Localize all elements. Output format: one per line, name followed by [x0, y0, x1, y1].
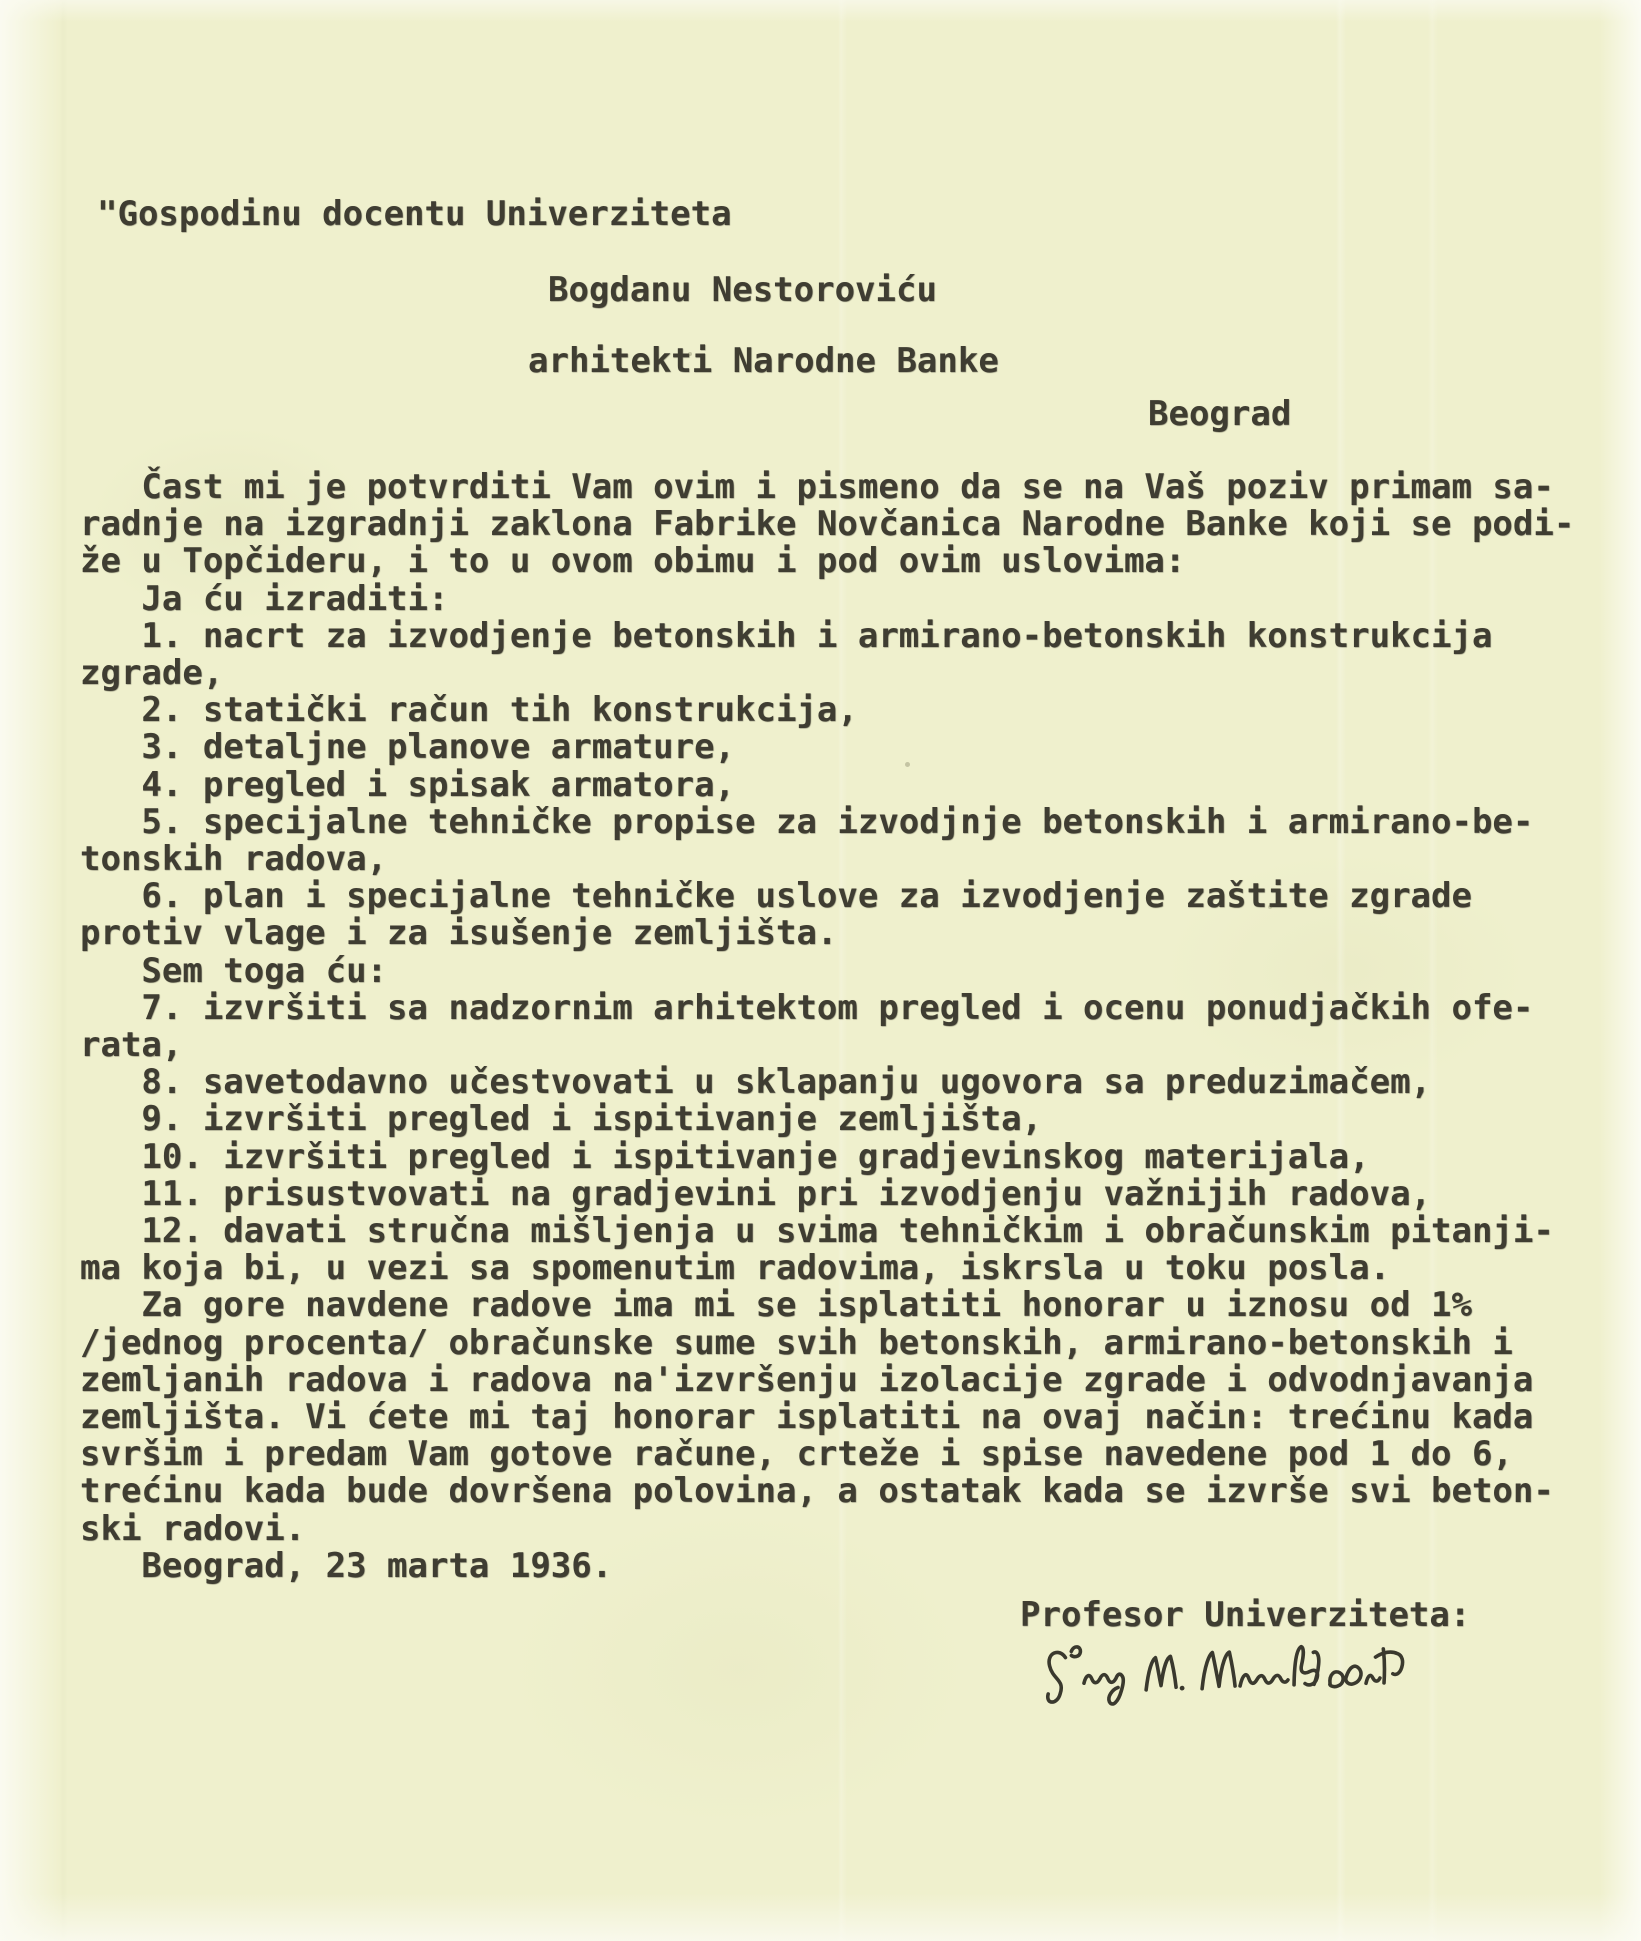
letter-line: Čast mi je potvrditi Vam ovim i pismeno da se na Vaš poziv primam sa- [80, 467, 1554, 507]
letter-line: rata, [80, 1025, 183, 1066]
letter-line: radnje na izgradnji zaklona Fabrike Novčanica Narodne Banke koji se podi- [80, 504, 1575, 545]
letter-line: 7. izvršiti sa nadzornim arhitektom pregled i ocenu ponudjačkih ofe- [80, 987, 1534, 1028]
letter-line: 6. plan i specijalne tehničke uslove za izvodjenje zaštite zgrade [80, 876, 1472, 917]
closing-title: Profesor Univerziteta: [1020, 1595, 1471, 1635]
header-addressee-city: Beograd [1148, 394, 1292, 434]
letter-line: Beograd, 23 marta 1936. [80, 1545, 613, 1586]
letter-line: zemljanih radova i radova na'izvršenju izolacije zgrade i odvodnjavanja [80, 1359, 1534, 1400]
letter-line: 10. izvršiti pregled i ispitivanje gradjevinskog materijala, [80, 1136, 1370, 1177]
signature-strokes [1047, 1640, 1404, 1705]
letter-line: 3. detaljne planove armature, [80, 727, 736, 768]
header-addressee-name: Bogdanu Nestoroviću [548, 270, 937, 310]
letter-line: 1. nacrt za izvodjenje betonskih i armirano-betonskih konstrukcija [80, 615, 1493, 656]
letter-line: /jednog procenta/ obračunske sume svih betonskih, armirano-betonskih i [80, 1322, 1513, 1363]
letter-line: zemljišta. Vi ćete mi taj honorar isplatiti na ovaj način: trećinu kada [80, 1397, 1534, 1438]
paper-speck [152, 1052, 156, 1057]
letter-line: ski radovi. [80, 1508, 306, 1549]
letter-line: tonskih radova, [80, 839, 388, 880]
handwritten-signature [1025, 1620, 1447, 1747]
letter-line: že u Topčideru, i to u ovom obimu i pod ovim uslovima: [80, 541, 1186, 582]
letter-line: 9. izvršiti pregled i ispitivanje zemljišta, [80, 1099, 1043, 1140]
letter-line: Sem toga ću: [80, 950, 388, 991]
letter-line: 4. pregled i spisak armatora, [80, 764, 736, 805]
letter-line: 11. prisustvovati na gradjevini pri izvodjenju važnijih radova, [80, 1173, 1432, 1214]
paper-speck [1268, 905, 1272, 909]
letter-line: svršim i predam Vam gotove račune, crteže i spise navedene pod 1 do 6, [80, 1434, 1513, 1475]
letter-line: 2. statički račun tih konstrukcija, [80, 690, 858, 731]
letter-line: trećinu kada bude dovršena polovina, a ostatak kada se izvrše svi beton- [80, 1471, 1554, 1512]
header-addressee-role: arhitekti Narodne Banke [528, 341, 999, 381]
letter-line: protiv vlage i za isušenje zemljišta. [80, 913, 838, 954]
letter-line: 12. davati stručna mišljenja u svima tehničkim i obračunskim pitanji- [80, 1211, 1554, 1252]
letter-line: zgrade, [80, 653, 224, 694]
letter-line: 8. savetodavno učestvovati u sklapanju ugovora sa preduzimačem, [80, 1062, 1432, 1103]
paper-speck [905, 762, 910, 767]
letter-line: Ja ću izraditi: [80, 578, 449, 619]
header-addressee-title: "Gospodinu docentu Univerziteta [97, 194, 732, 234]
letter-line: ma koja bi, u vezi sa spomenutim radovima, iskrsla u toku posla. [80, 1248, 1391, 1289]
letter-line: 5. specijalne tehničke propise za izvodjnje betonskih i armirano-be- [80, 801, 1534, 842]
letter-body [80, 469, 1574, 1585]
letter-line: Za gore navdene radove ima mi se isplatiti honorar u iznosu od 1% [80, 1285, 1472, 1326]
paper-speck [688, 352, 692, 356]
